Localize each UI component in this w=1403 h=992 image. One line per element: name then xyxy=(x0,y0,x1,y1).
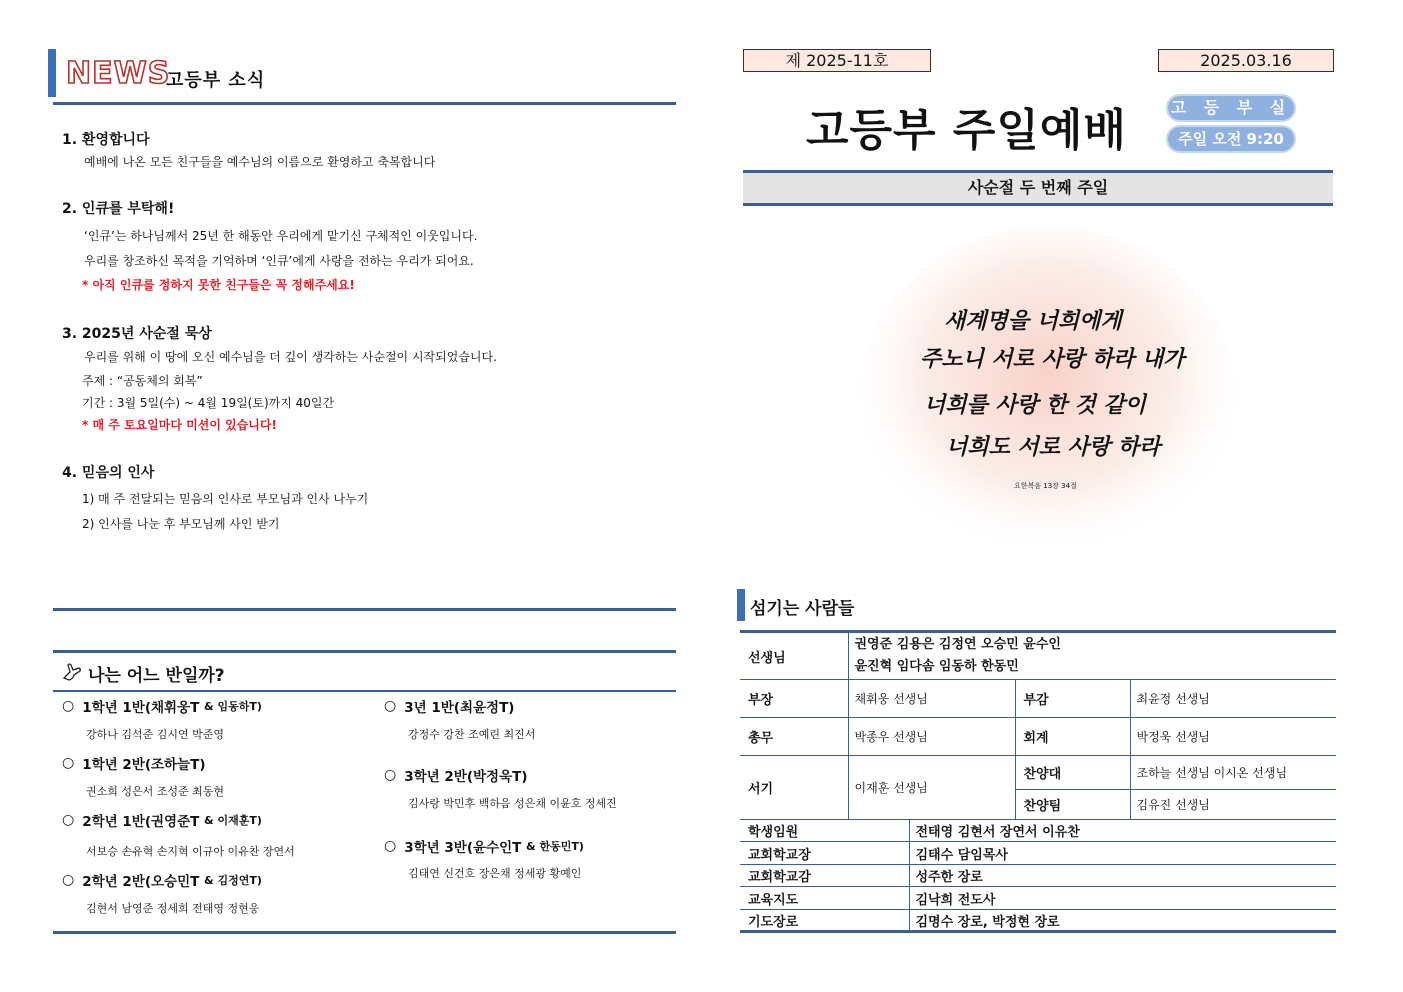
subtitle-banner: 사순절 두 번째 주일 xyxy=(743,170,1333,206)
class-students: 김사랑 박민후 백하음 성은채 이윤호 정세진 xyxy=(408,797,617,810)
principal-name: 김태수 담임목사 xyxy=(909,842,1336,865)
class-name: 1학년 1반(채휘웅T xyxy=(82,700,200,716)
officers-names: 전태영 김현서 장연서 이유찬 xyxy=(909,820,1336,842)
sub-name: 최윤정 선생님 xyxy=(1130,680,1336,718)
education-name: 김낙희 전도사 xyxy=(909,887,1336,910)
news-note: * 아직 인큐를 정하지 못한 친구들은 꼭 정해주세요! xyxy=(82,278,355,292)
circle-bullet-icon: ○ xyxy=(62,698,75,714)
issue-date: 2025.03.16 xyxy=(1158,49,1334,72)
news-line: ‘인큐’는 하나님께서 25년 한 해동안 우리에게 맡기신 구체적인 이웃입니다. xyxy=(84,229,478,243)
class-entry xyxy=(384,696,514,716)
servers-table xyxy=(740,630,1336,933)
class-name: 3학년 2반(박정욱T) xyxy=(404,769,528,785)
class-name: 2학년 2반(오승민T xyxy=(82,874,200,890)
class-entry xyxy=(62,753,206,773)
circle-bullet-icon: ○ xyxy=(384,767,397,783)
issue-number: 제 2025-11호 xyxy=(743,49,931,72)
teacher-names-line: 권영준 김용은 김정연 오승민 윤수인 xyxy=(854,637,1061,652)
time-badge: 주일 오전 9:20 xyxy=(1166,125,1296,153)
servers-accent-bar xyxy=(737,589,745,621)
class-entry xyxy=(62,810,262,830)
hand-pointer-icon xyxy=(60,660,84,682)
classes-title-divider xyxy=(53,690,676,692)
class-students: 강하나 김석준 김시연 박준영 xyxy=(86,728,225,741)
general-label: 총무 xyxy=(740,718,848,756)
prayer-elder-label: 기도장로 xyxy=(740,910,909,932)
teacher-names xyxy=(848,632,1336,680)
class-entry xyxy=(62,696,262,716)
class-entry xyxy=(62,870,262,890)
verse-line: 너희를 사랑 한 것 같이 xyxy=(924,392,1146,418)
choir-names: 조하늘 선생님 이시온 선생님 xyxy=(1130,756,1336,790)
class-sub-teacher: & 한동민T) xyxy=(526,840,584,853)
class-name: 2학년 1반(권영준T xyxy=(82,814,200,830)
class-students: 서보승 손유혁 손지혁 이규아 이유찬 장연서 xyxy=(86,845,295,858)
general-name: 박종우 선생님 xyxy=(848,718,1015,756)
news-accent-bar xyxy=(48,49,56,97)
servers-title: 섬기는 사람들 xyxy=(750,599,855,619)
news-heading-1: 1. 환영합니다 xyxy=(62,132,150,148)
vice-principal-label: 교회학교감 xyxy=(740,865,909,887)
class-students: 권소희 성은서 조성준 최동현 xyxy=(86,785,225,798)
prayer-elder-names: 김명수 장로, 박정현 장로 xyxy=(909,910,1336,932)
class-students: 김현서 남영준 정세희 전태영 정현웅 xyxy=(86,902,260,915)
circle-bullet-icon: ○ xyxy=(62,812,75,828)
vice-principal-name: 성주한 장로 xyxy=(909,865,1336,887)
verse-reference: 요한복음 13장 34절 xyxy=(1014,482,1077,490)
class-students: 강정수 강찬 조예린 최진서 xyxy=(408,728,536,741)
worship-team-label: 찬양팀 xyxy=(1015,790,1130,820)
class-sub-teacher: & 김정연T) xyxy=(204,874,262,887)
news-logo xyxy=(62,52,171,92)
principal-label: 교회학교장 xyxy=(740,842,909,865)
verse-line: 주노니 서로 사랑 하라 내가 xyxy=(920,346,1185,372)
head-name: 채휘웅 선생님 xyxy=(848,680,1015,718)
circle-bullet-icon: ○ xyxy=(384,698,397,714)
secretary-name: 이재훈 선생님 xyxy=(848,756,1015,820)
verse-line: 새계명을 너희에게 xyxy=(944,308,1122,334)
classes-top-divider xyxy=(53,650,676,653)
place-badge: 고 등 부 실 xyxy=(1166,94,1296,122)
news-line: 예배에 나온 모든 친구들을 예수님의 이름으로 환영하고 축복합니다 xyxy=(84,155,436,169)
news-line: 주제 : “공동체의 회복” xyxy=(82,374,203,388)
accountant-name: 박정욱 선생님 xyxy=(1130,718,1336,756)
news-line: 우리를 위해 이 땅에 오신 예수님을 더 깊이 생각하는 사순절이 시작되었습니다. xyxy=(84,350,497,364)
class-sub-teacher: & 이재훈T) xyxy=(204,814,262,827)
circle-bullet-icon: ○ xyxy=(62,872,75,888)
news-note: * 매 주 토요일마다 미션이 있습니다! xyxy=(82,418,277,432)
class-name: 1학년 2반(조하늘T) xyxy=(82,757,206,773)
accountant-label: 회계 xyxy=(1015,718,1130,756)
class-students: 김태연 신건호 장은채 정세광 황예인 xyxy=(408,867,582,880)
class-entry xyxy=(384,765,528,785)
worship-team-name: 김유진 선생님 xyxy=(1130,790,1336,820)
news-line: 1) 매 주 전달되는 믿음의 인사로 부모님과 인사 나누기 xyxy=(82,492,369,506)
page-title: 고등부 주일예배 xyxy=(806,105,1127,156)
circle-bullet-icon: ○ xyxy=(384,838,397,854)
news-heading-2: 2. 인큐를 부탁해! xyxy=(62,201,175,217)
svg-text:NEWS: NEWS xyxy=(66,56,171,91)
news-line: 2) 인사를 나눈 후 부모님께 사인 받기 xyxy=(82,517,280,531)
teacher-names-line: 윤진혁 임다솜 임동하 한동민 xyxy=(854,659,1019,674)
classes-title: 나는 어느 반일까? xyxy=(88,666,225,686)
news-line: 우리를 창조하신 목적을 기억하며 ‘인큐’에게 사랑을 전하는 우리가 되어요. xyxy=(84,254,474,268)
classes-bottom-divider xyxy=(53,931,676,934)
news-line: 기간 : 3월 5일(수) ~ 4월 19일(토)까지 40일간 xyxy=(82,396,335,410)
sub-label: 부감 xyxy=(1015,680,1130,718)
secretary-label: 서기 xyxy=(740,756,848,820)
head-label: 부장 xyxy=(740,680,848,718)
class-name: 3학년 3반(윤수인T xyxy=(404,840,522,856)
teacher-label: 선생님 xyxy=(740,632,848,680)
news-title: 고등부 소식 xyxy=(166,70,266,91)
news-heading-3: 3. 2025년 사순절 묵상 xyxy=(62,326,212,342)
circle-bullet-icon: ○ xyxy=(62,755,75,771)
class-entry xyxy=(384,836,584,856)
education-label: 교육지도 xyxy=(740,887,909,910)
news-bottom-divider xyxy=(53,608,676,611)
verse-line: 너희도 서로 사랑 하라 xyxy=(946,434,1161,460)
officers-label: 학생임원 xyxy=(740,820,909,842)
news-divider xyxy=(53,102,676,105)
news-heading-4: 4. 믿음의 인사 xyxy=(62,465,155,481)
class-sub-teacher: & 임동하T) xyxy=(204,700,262,713)
choir-label: 찬양대 xyxy=(1015,756,1130,790)
class-name: 3년 1반(최윤정T) xyxy=(404,700,515,716)
